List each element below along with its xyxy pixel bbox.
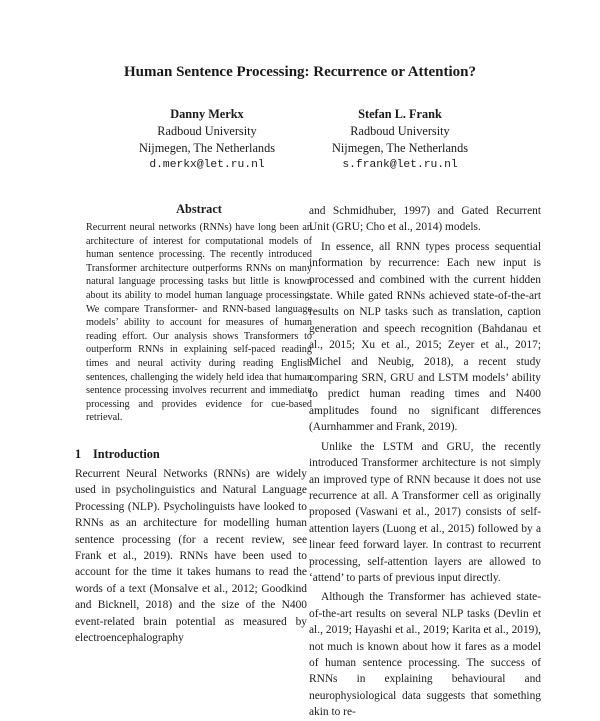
paragraph: and Schmidhuber, 1997) and Gated Recurrent Unit (GRU; Cho et al., 2014) models.	[309, 205, 541, 234]
right-column-body	[309, 203, 541, 721]
author-location: Nijmegen, The Netherlands	[138, 141, 276, 155]
paragraph: Unlike the LSTM and GRU, the recently introduced Transformer architecture is not simply an improved type of RNN because it does not use recurrence at all. A Transformer cell as originally proposed (Vaswani et al., 2017) consists of self-attention layers (Luong et al., 2015) followed by a linear feed forward layer. In contrast to recurrent processing, self-attention layers are allowed to ‘attend’ to parts of previous input directly.	[309, 440, 541, 584]
section-title: Introduction	[93, 447, 160, 461]
section-number: 1	[75, 447, 82, 461]
author-email: s.frank@let.ru.nl	[342, 159, 458, 171]
author-name: Stefan L. Frank	[358, 107, 442, 121]
author-location: Nijmegen, The Netherlands	[331, 141, 469, 155]
author-block-1	[97, 106, 317, 174]
author-block-2	[290, 106, 510, 174]
left-column-body	[75, 466, 307, 646]
author-affiliation: Radboud University	[157, 124, 257, 138]
section-heading	[75, 447, 305, 462]
author-email: d.merkx@let.ru.nl	[149, 159, 265, 171]
author-name: Danny Merkx	[170, 107, 244, 121]
abstract-text: Recurrent neural networks (RNNs) have long been an architecture of interest for computational models of human sentence processing. The recently introduced Transformer architecture outperforms RNNs on many natural language processing tasks but little is known about its ability to model human language processing. We compare Transformer- and RNN-based language models’ ability to account for measures of human reading effort. Our analysis shows Transformers to outperform RNNs in explaining self-paced reading times and neural activity during reading English sentences, challenging the widely held idea that human sentence processing involves recurrent and immediate processing and provides evidence for cue-based retrieval.	[86, 222, 312, 424]
paragraph: Recurrent Neural Networks (RNNs) are widely used in psycholinguistics and Natural Language Processing (NLP). Psycholinguists have looked to RNNs as an architecture for modelling human sentence processing (for a recent review, see Frank et al., 2019). RNNs have been used to account for the time it takes humans to read the words of a text (Monsalve et al., 2012; Goodkind and Bicknell, 2018) and the size of the N400 event-related brain potential as measured by electroencephalography	[75, 468, 307, 645]
paragraph: Although the Transformer has achieved state-of-the-art results on several NLP tasks (Devlin et al., 2019; Hayashi et al., 2019; Karita et al., 2019), not much is known about how it fares as a model of human sentence processing. The success of RNNs in explaining behavioural and neurophysiological data suggests that something akin to re-	[309, 591, 541, 719]
paragraph: In essence, all RNN types process sequential information by recurrence: Each new input is processed and combined with the current hidden state. While gated RNNs achieved state-of-the-art results on NLP tasks such as translation, caption generation and speech recognition (Bahdanau et al., 2015; Xu et al., 2015; Zeyer et al., 2017; Michel and Neubig, 2018), a recent study comparing SRN, GRU and LSTM models’ ability to predict human reading times and N400 amplitudes found no significant differences (Aurnhammer and Frank, 2019).	[309, 240, 541, 434]
abstract-heading: Abstract	[176, 202, 222, 216]
paper-title: Human Sentence Processing: Recurrence or Attention?	[123, 64, 477, 80]
author-affiliation: Radboud University	[350, 124, 450, 138]
